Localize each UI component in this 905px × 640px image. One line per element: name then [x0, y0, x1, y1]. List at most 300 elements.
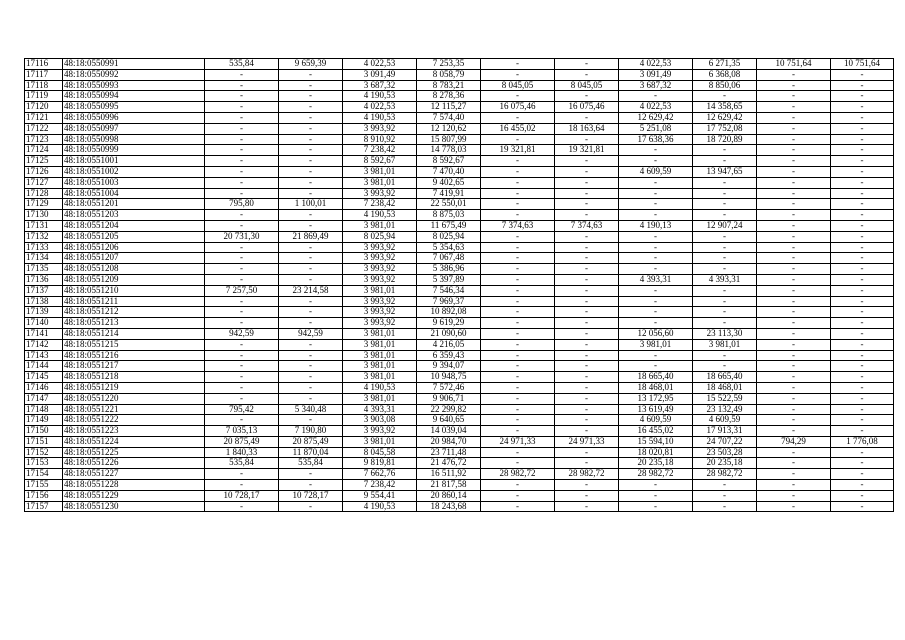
- table-row: [25, 469, 894, 480]
- value-cell: 18 468,01: [619, 382, 693, 393]
- value-cell: -: [481, 112, 555, 123]
- row-number-cell: 17140: [25, 318, 63, 329]
- value-cell: 28 982,72: [555, 469, 619, 480]
- cadastral-number-cell: 48:18:0551209: [63, 274, 205, 285]
- value-cell: -: [481, 210, 555, 221]
- value-cell: -: [555, 318, 619, 329]
- value-cell: -: [481, 296, 555, 307]
- value-cell: -: [279, 361, 343, 372]
- value-cell: -: [481, 156, 555, 167]
- value-cell: -: [205, 469, 279, 480]
- value-cell: -: [693, 361, 757, 372]
- value-cell: -: [831, 480, 894, 491]
- value-cell: 5 251,08: [619, 123, 693, 134]
- value-cell: 8 045,05: [481, 80, 555, 91]
- value-cell: -: [831, 231, 894, 242]
- value-cell: 7 257,50: [205, 285, 279, 296]
- value-cell: 15 522,59: [693, 393, 757, 404]
- value-cell: -: [619, 199, 693, 210]
- value-cell: 9 906,71: [417, 393, 481, 404]
- value-cell: -: [205, 134, 279, 145]
- value-cell: 3 981,01: [343, 350, 417, 361]
- table-row: [25, 458, 894, 469]
- table-row: [25, 285, 894, 296]
- value-cell: 7 969,37: [417, 296, 481, 307]
- value-cell: -: [831, 296, 894, 307]
- table-row: [25, 361, 894, 372]
- value-cell: 20 875,49: [205, 436, 279, 447]
- value-cell: -: [619, 177, 693, 188]
- value-cell: 3 981,01: [343, 220, 417, 231]
- value-cell: 15 807,99: [417, 134, 481, 145]
- value-cell: 9 659,39: [279, 59, 343, 70]
- row-number-cell: 17142: [25, 339, 63, 350]
- value-cell: 5 340,48: [279, 404, 343, 415]
- value-cell: 16 455,02: [619, 426, 693, 437]
- value-cell: -: [279, 469, 343, 480]
- value-cell: 23 132,49: [693, 404, 757, 415]
- value-cell: 20 235,18: [619, 458, 693, 469]
- value-cell: -: [757, 210, 831, 221]
- value-cell: 9 640,65: [417, 415, 481, 426]
- value-cell: 16 075,46: [481, 102, 555, 113]
- row-number-cell: 17138: [25, 296, 63, 307]
- value-cell: -: [279, 415, 343, 426]
- value-cell: -: [481, 177, 555, 188]
- table-row: [25, 69, 894, 80]
- value-cell: -: [279, 242, 343, 253]
- value-cell: 13 172,95: [619, 393, 693, 404]
- cadastral-number-cell: 48:18:0551220: [63, 393, 205, 404]
- value-cell: -: [279, 102, 343, 113]
- value-cell: -: [757, 145, 831, 156]
- value-cell: 28 982,72: [693, 469, 757, 480]
- value-cell: -: [555, 426, 619, 437]
- value-cell: -: [555, 274, 619, 285]
- value-cell: -: [481, 134, 555, 145]
- row-number-cell: 17156: [25, 490, 63, 501]
- value-cell: -: [757, 285, 831, 296]
- table-row: [25, 145, 894, 156]
- value-cell: -: [619, 231, 693, 242]
- table-row: [25, 199, 894, 210]
- value-cell: -: [693, 199, 757, 210]
- value-cell: -: [555, 91, 619, 102]
- value-cell: -: [831, 307, 894, 318]
- value-cell: 10 751,64: [757, 59, 831, 70]
- value-cell: 19 321,81: [481, 145, 555, 156]
- value-cell: -: [205, 361, 279, 372]
- cadastral-number-cell: 48:18:0550993: [63, 80, 205, 91]
- value-cell: -: [481, 339, 555, 350]
- value-cell: 18 020,81: [619, 447, 693, 458]
- value-cell: 942,59: [279, 328, 343, 339]
- value-cell: -: [481, 264, 555, 275]
- value-cell: -: [279, 350, 343, 361]
- value-cell: 8 850,06: [693, 80, 757, 91]
- value-cell: 8 278,36: [417, 91, 481, 102]
- value-cell: -: [555, 372, 619, 383]
- value-cell: 9 554,41: [343, 490, 417, 501]
- value-cell: 22 550,01: [417, 199, 481, 210]
- value-cell: -: [205, 339, 279, 350]
- value-cell: -: [619, 253, 693, 264]
- value-cell: 12 056,60: [619, 328, 693, 339]
- row-number-cell: 17149: [25, 415, 63, 426]
- value-cell: 24 971,33: [555, 436, 619, 447]
- value-cell: 6 359,43: [417, 350, 481, 361]
- value-cell: 14 039,04: [417, 426, 481, 437]
- table-row: [25, 210, 894, 221]
- value-cell: -: [693, 156, 757, 167]
- value-cell: 8 025,94: [343, 231, 417, 242]
- value-cell: 3 981,01: [343, 361, 417, 372]
- value-cell: 3 981,01: [693, 339, 757, 350]
- value-cell: -: [205, 393, 279, 404]
- value-cell: 11 870,04: [279, 447, 343, 458]
- row-number-cell: 17120: [25, 102, 63, 113]
- value-cell: 3 981,01: [343, 339, 417, 350]
- value-cell: -: [693, 177, 757, 188]
- value-cell: -: [757, 458, 831, 469]
- value-cell: -: [831, 253, 894, 264]
- value-cell: -: [757, 91, 831, 102]
- value-cell: -: [555, 231, 619, 242]
- value-cell: 4 190,53: [343, 382, 417, 393]
- value-cell: -: [757, 199, 831, 210]
- value-cell: -: [831, 458, 894, 469]
- cadastral-number-cell: 48:18:0551004: [63, 188, 205, 199]
- value-cell: 3 993,92: [343, 253, 417, 264]
- cadastral-number-cell: 48:18:0550998: [63, 134, 205, 145]
- table-row: [25, 274, 894, 285]
- value-cell: -: [205, 123, 279, 134]
- value-cell: 795,42: [205, 404, 279, 415]
- value-cell: 8 045,58: [343, 447, 417, 458]
- value-cell: 20 731,30: [205, 231, 279, 242]
- value-cell: -: [757, 501, 831, 512]
- value-cell: 4 190,53: [343, 210, 417, 221]
- value-cell: -: [279, 318, 343, 329]
- value-cell: -: [757, 307, 831, 318]
- value-cell: 8 910,92: [343, 134, 417, 145]
- table-row: [25, 501, 894, 512]
- table-row: [25, 382, 894, 393]
- value-cell: 15 594,10: [619, 436, 693, 447]
- row-number-cell: 17155: [25, 480, 63, 491]
- value-cell: -: [555, 242, 619, 253]
- value-cell: 12 907,24: [693, 220, 757, 231]
- value-cell: -: [619, 156, 693, 167]
- row-number-cell: 17141: [25, 328, 63, 339]
- value-cell: -: [757, 188, 831, 199]
- value-cell: -: [555, 501, 619, 512]
- value-cell: -: [481, 242, 555, 253]
- value-cell: -: [619, 210, 693, 221]
- value-cell: -: [831, 361, 894, 372]
- value-cell: 12 629,42: [693, 112, 757, 123]
- value-cell: -: [555, 328, 619, 339]
- value-cell: -: [757, 318, 831, 329]
- value-cell: -: [205, 501, 279, 512]
- value-cell: -: [831, 490, 894, 501]
- cadastral-number-cell: 48:18:0551214: [63, 328, 205, 339]
- value-cell: -: [481, 307, 555, 318]
- value-cell: 3 091,49: [343, 69, 417, 80]
- value-cell: -: [279, 274, 343, 285]
- value-cell: 4 609,59: [619, 415, 693, 426]
- cadastral-number-cell: 48:18:0551207: [63, 253, 205, 264]
- value-cell: -: [205, 112, 279, 123]
- table-row: [25, 188, 894, 199]
- value-cell: -: [279, 253, 343, 264]
- value-cell: -: [481, 91, 555, 102]
- value-cell: -: [619, 91, 693, 102]
- value-cell: -: [555, 112, 619, 123]
- table-row: [25, 112, 894, 123]
- value-cell: -: [831, 372, 894, 383]
- value-cell: 13 947,65: [693, 166, 757, 177]
- table-row: [25, 253, 894, 264]
- value-cell: -: [481, 501, 555, 512]
- cadastral-number-cell: 48:18:0551215: [63, 339, 205, 350]
- value-cell: 3 981,01: [343, 436, 417, 447]
- value-cell: 6 271,35: [693, 59, 757, 70]
- value-cell: -: [205, 145, 279, 156]
- cadastral-number-cell: 48:18:0550995: [63, 102, 205, 113]
- value-cell: -: [205, 382, 279, 393]
- value-cell: 1 776,08: [831, 436, 894, 447]
- value-cell: -: [831, 145, 894, 156]
- table-row: [25, 426, 894, 437]
- table-row: [25, 339, 894, 350]
- cadastral-number-cell: 48:18:0551216: [63, 350, 205, 361]
- value-cell: -: [555, 253, 619, 264]
- value-cell: 3 993,92: [343, 274, 417, 285]
- value-cell: 10 728,17: [279, 490, 343, 501]
- value-cell: -: [831, 112, 894, 123]
- value-cell: -: [831, 156, 894, 167]
- value-cell: -: [555, 339, 619, 350]
- value-cell: -: [205, 91, 279, 102]
- value-cell: -: [481, 426, 555, 437]
- value-cell: -: [279, 177, 343, 188]
- value-cell: -: [831, 220, 894, 231]
- value-cell: -: [619, 480, 693, 491]
- value-cell: -: [757, 156, 831, 167]
- value-cell: -: [555, 188, 619, 199]
- value-cell: -: [481, 188, 555, 199]
- value-cell: -: [481, 328, 555, 339]
- table-row: [25, 350, 894, 361]
- value-cell: 23 214,58: [279, 285, 343, 296]
- row-number-cell: 17143: [25, 350, 63, 361]
- value-cell: -: [831, 166, 894, 177]
- value-cell: -: [757, 69, 831, 80]
- value-cell: 10 751,64: [831, 59, 894, 70]
- value-cell: -: [279, 188, 343, 199]
- table-row: [25, 242, 894, 253]
- table-row: [25, 490, 894, 501]
- value-cell: -: [555, 285, 619, 296]
- row-number-cell: 17134: [25, 253, 63, 264]
- cadastral-number-cell: 48:18:0551201: [63, 199, 205, 210]
- value-cell: -: [831, 274, 894, 285]
- value-cell: -: [831, 102, 894, 113]
- value-cell: -: [619, 490, 693, 501]
- table-body: [25, 59, 894, 512]
- value-cell: -: [693, 242, 757, 253]
- value-cell: 7 238,42: [343, 145, 417, 156]
- value-cell: -: [555, 210, 619, 221]
- value-cell: -: [279, 382, 343, 393]
- value-cell: 3 981,01: [343, 285, 417, 296]
- cadastral-number-cell: 48:18:0551219: [63, 382, 205, 393]
- value-cell: 7 662,76: [343, 469, 417, 480]
- value-cell: -: [205, 307, 279, 318]
- value-cell: 7 574,40: [417, 112, 481, 123]
- row-number-cell: 17144: [25, 361, 63, 372]
- cadastral-number-cell: 48:18:0550999: [63, 145, 205, 156]
- value-cell: 535,84: [205, 458, 279, 469]
- value-cell: -: [481, 480, 555, 491]
- row-number-cell: 17150: [25, 426, 63, 437]
- cadastral-number-cell: 48:18:0551002: [63, 166, 205, 177]
- value-cell: 28 982,72: [481, 469, 555, 480]
- value-cell: -: [555, 382, 619, 393]
- value-cell: -: [693, 188, 757, 199]
- value-cell: 14 778,03: [417, 145, 481, 156]
- value-cell: -: [279, 480, 343, 491]
- value-cell: -: [831, 350, 894, 361]
- cadastral-number-cell: 48:18:0551203: [63, 210, 205, 221]
- value-cell: -: [831, 426, 894, 437]
- value-cell: -: [757, 328, 831, 339]
- value-cell: -: [831, 382, 894, 393]
- table-row: [25, 296, 894, 307]
- value-cell: -: [757, 242, 831, 253]
- value-cell: 21 090,60: [417, 328, 481, 339]
- value-cell: -: [205, 274, 279, 285]
- value-cell: -: [757, 415, 831, 426]
- value-cell: -: [757, 166, 831, 177]
- value-cell: -: [279, 501, 343, 512]
- value-cell: -: [619, 501, 693, 512]
- value-cell: -: [279, 220, 343, 231]
- value-cell: 18 720,89: [693, 134, 757, 145]
- value-cell: -: [279, 393, 343, 404]
- cadastral-number-cell: 48:18:0550997: [63, 123, 205, 134]
- cadastral-number-cell: 48:18:0551208: [63, 264, 205, 275]
- value-cell: -: [693, 253, 757, 264]
- value-cell: -: [757, 372, 831, 383]
- value-cell: 4 022,53: [619, 102, 693, 113]
- value-cell: 3 993,92: [343, 242, 417, 253]
- row-number-cell: 17137: [25, 285, 63, 296]
- cadastral-number-cell: 48:18:0551213: [63, 318, 205, 329]
- value-cell: -: [205, 210, 279, 221]
- value-cell: -: [481, 199, 555, 210]
- value-cell: 795,80: [205, 199, 279, 210]
- value-cell: 4 609,59: [619, 166, 693, 177]
- value-cell: 24 707,22: [693, 436, 757, 447]
- value-cell: -: [481, 382, 555, 393]
- value-cell: 10 892,08: [417, 307, 481, 318]
- value-cell: -: [279, 69, 343, 80]
- value-cell: -: [481, 69, 555, 80]
- value-cell: 7 470,40: [417, 166, 481, 177]
- value-cell: 12 629,42: [619, 112, 693, 123]
- table-row: [25, 436, 894, 447]
- cadastral-number-cell: 48:18:0551222: [63, 415, 205, 426]
- value-cell: 3 687,32: [619, 80, 693, 91]
- value-cell: -: [481, 350, 555, 361]
- value-cell: 12 120,62: [417, 123, 481, 134]
- value-cell: 8 875,03: [417, 210, 481, 221]
- row-number-cell: 17147: [25, 393, 63, 404]
- value-cell: -: [555, 415, 619, 426]
- value-cell: 12 115,27: [417, 102, 481, 113]
- value-cell: 7 035,13: [205, 426, 279, 437]
- value-cell: -: [757, 447, 831, 458]
- value-cell: 23 113,30: [693, 328, 757, 339]
- value-cell: -: [205, 220, 279, 231]
- table-row: [25, 91, 894, 102]
- value-cell: 4 190,13: [619, 220, 693, 231]
- value-cell: -: [831, 469, 894, 480]
- table-row: [25, 318, 894, 329]
- value-cell: 18 163,64: [555, 123, 619, 134]
- value-cell: -: [619, 285, 693, 296]
- value-cell: 8 025,94: [417, 231, 481, 242]
- table-row: [25, 156, 894, 167]
- table-row: [25, 102, 894, 113]
- value-cell: -: [481, 59, 555, 70]
- value-cell: 4 022,53: [343, 102, 417, 113]
- row-number-cell: 17130: [25, 210, 63, 221]
- value-cell: -: [831, 393, 894, 404]
- row-number-cell: 17152: [25, 447, 63, 458]
- value-cell: -: [481, 318, 555, 329]
- cadastral-number-cell: 48:18:0551227: [63, 469, 205, 480]
- value-cell: -: [205, 372, 279, 383]
- value-cell: 3 981,01: [343, 393, 417, 404]
- value-cell: 24 971,33: [481, 436, 555, 447]
- value-cell: -: [205, 102, 279, 113]
- value-cell: -: [757, 350, 831, 361]
- cadastral-number-cell: 48:18:0551212: [63, 307, 205, 318]
- value-cell: -: [693, 231, 757, 242]
- value-cell: 8 592,67: [417, 156, 481, 167]
- value-cell: -: [831, 210, 894, 221]
- value-cell: 19 321,81: [555, 145, 619, 156]
- value-cell: -: [831, 318, 894, 329]
- table-row: [25, 415, 894, 426]
- cadastral-number-cell: 48:18:0551229: [63, 490, 205, 501]
- value-cell: 23 503,28: [693, 447, 757, 458]
- value-cell: -: [205, 69, 279, 80]
- value-cell: 3 981,01: [343, 372, 417, 383]
- value-cell: -: [279, 166, 343, 177]
- value-cell: -: [831, 415, 894, 426]
- value-cell: 4 393,31: [343, 404, 417, 415]
- cadastral-number-cell: 48:18:0551206: [63, 242, 205, 253]
- cadastral-number-cell: 48:18:0550991: [63, 59, 205, 70]
- value-cell: -: [279, 91, 343, 102]
- value-cell: -: [619, 242, 693, 253]
- row-number-cell: 17146: [25, 382, 63, 393]
- table-row: [25, 220, 894, 231]
